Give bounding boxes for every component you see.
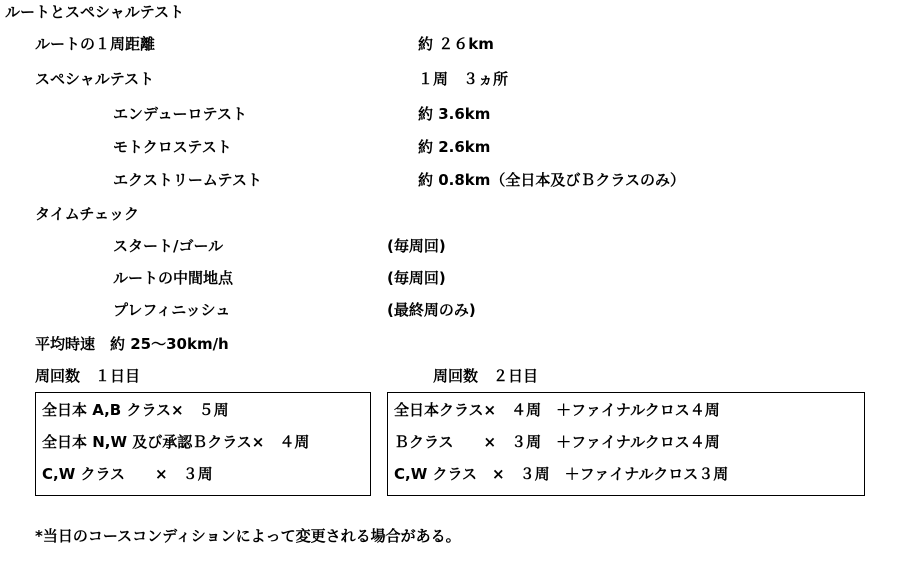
laps-day2-row: Ｂクラス × ３周 ＋ファイナルクロス４周: [394, 433, 720, 451]
special-tests-label: スペシャルテスト: [35, 70, 155, 88]
laps-day2-box: [387, 392, 865, 496]
laps-day1-label: 周回数 １日目: [35, 367, 141, 385]
time-check-midpoint-value: (毎周回): [387, 269, 446, 287]
route-length-value: 約 ２６km: [418, 35, 494, 53]
laps-day2-label: 周回数 ２日目: [433, 367, 539, 385]
special-test-enduro-value: 約 3.6km: [418, 105, 491, 123]
laps-day1-row: 全日本 N,W 及び承認Ｂクラス× ４周: [42, 433, 310, 451]
condition-note: *当日のコースコンディションによって変更される場合がある。: [35, 527, 461, 545]
time-check-midpoint-label: ルートの中間地点: [113, 269, 234, 287]
laps-day1-row: C,W クラス × ３周: [42, 465, 213, 483]
special-test-motocross-value: 約 2.6km: [418, 138, 491, 156]
laps-day1-row: 全日本 A,B クラス× ５周: [42, 401, 229, 419]
laps-day1-box: [35, 392, 371, 496]
time-check-prefinish-label: プレフィニッシュ: [113, 301, 231, 319]
laps-day2-row: 全日本クラス× ４周 ＋ファイナルクロス４周: [394, 401, 720, 419]
page-heading: ルートとスペシャルテスト: [5, 3, 185, 21]
route-length-label: ルートの１周距離: [35, 35, 156, 53]
average-speed: 平均時速 約 25～30km/h: [35, 335, 229, 353]
special-test-extreme-label: エクストリームテスト: [113, 171, 262, 189]
time-check-start-goal-label: スタート/ゴール: [113, 237, 224, 255]
time-check-prefinish-value: (最終周のみ): [387, 301, 476, 319]
special-tests-value: １周 ３ヵ所: [418, 70, 509, 88]
laps-day2-row: C,W クラス × ３周 ＋ファイナルクロス３周: [394, 465, 729, 483]
time-check-label: タイムチェック: [35, 205, 139, 223]
special-test-enduro-label: エンデューロテスト: [113, 105, 247, 123]
time-check-start-goal-value: (毎周回): [387, 237, 446, 255]
special-test-extreme-value: 約 0.8km（全日本及びＢクラスのみ）: [418, 171, 685, 189]
special-test-motocross-label: モトクロステスト: [113, 138, 232, 156]
